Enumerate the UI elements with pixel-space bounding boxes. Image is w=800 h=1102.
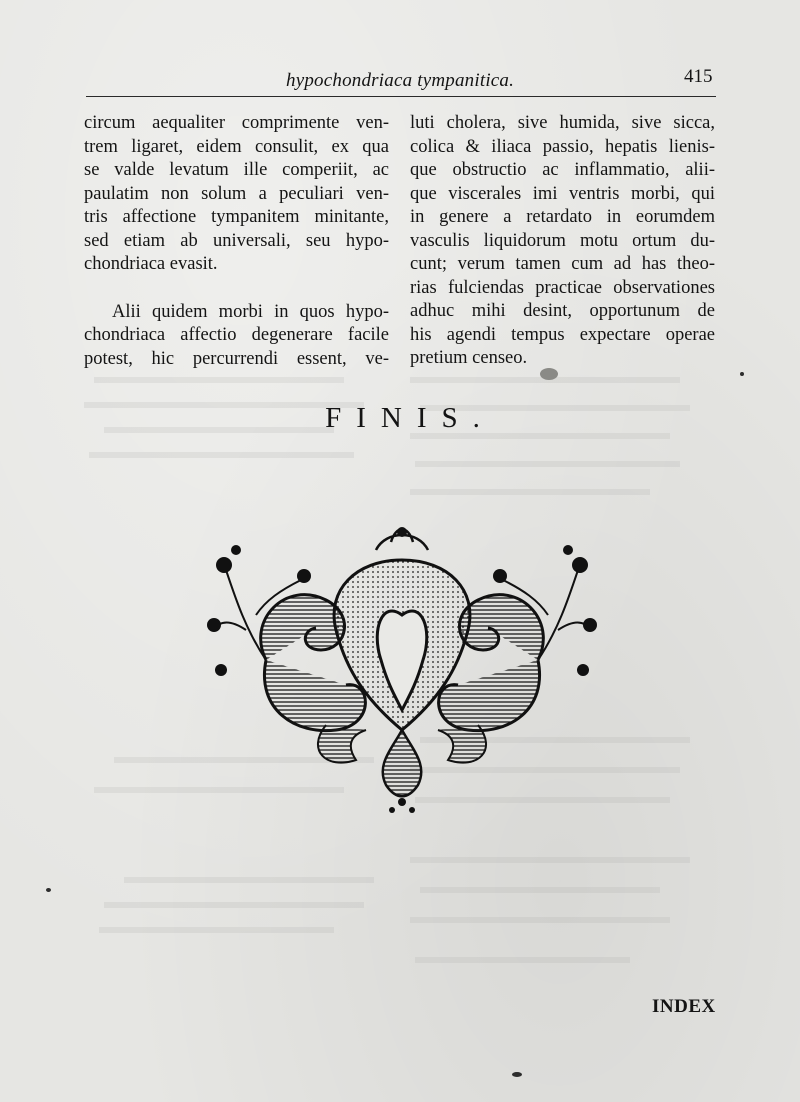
left-column: [84, 112, 389, 371]
page-number: 415: [684, 66, 713, 87]
catchword: INDEX: [652, 996, 716, 1017]
text-line: colica & iliaca passio, hepatis lienis-: [410, 136, 715, 157]
text-line: trem ligaret, eidem consulit, ex qua: [84, 136, 389, 157]
paragraph-2-cont: [84, 324, 389, 371]
paragraph-gap: [84, 277, 389, 301]
text-line: chondriaca evasit.: [84, 254, 218, 274]
text-line: luti cholera, sive humida, sive sicca,: [410, 113, 715, 133]
text-line: chondriaca affectio degenerare facile: [84, 325, 389, 345]
text-line: pretium censeo.: [410, 348, 528, 368]
text-line: in genere a retardato in eorumdem: [410, 207, 715, 227]
text-line: sed etiam ab universali, seu hypo-: [84, 230, 389, 251]
text-line: que viscerales imi ventris morbi, qui: [410, 183, 715, 204]
text-line: rias fulciendas practicae observationes: [410, 277, 715, 298]
text-line: Alii quidem morbi in quos hypo-: [112, 301, 389, 322]
text-line: his agendi tempus expectare operae: [410, 324, 715, 345]
right-column: [410, 112, 715, 371]
text-line: que obstructio ac inflammatio, alii-: [410, 160, 715, 180]
text-line: adhuc mihi desint, opportunum de: [410, 301, 715, 321]
text-line: circum aequaliter comprimente ven-: [84, 113, 389, 133]
header-rule: [86, 96, 716, 97]
text-line: tris affectione tympanitem minitante,: [84, 207, 389, 227]
paragraph-2: [84, 301, 389, 325]
text-line: paulatim non solum a peculiari ven-: [84, 183, 389, 204]
text-line: vasculis liquidorum motu ortum du-: [410, 230, 715, 251]
running-title: hypochondriaca tympanitica.: [286, 70, 515, 91]
finis-heading: FINIS.: [325, 402, 495, 434]
text-line: se valde levatum ille comperiit, ac: [84, 160, 389, 180]
text-line: cunt; verum tamen cum ad has theo-: [410, 254, 715, 274]
paragraph-1: [84, 112, 389, 277]
rococo-ornament-icon: [206, 520, 598, 820]
text-line: potest, hic percurrendi essent, ve-: [84, 348, 389, 369]
